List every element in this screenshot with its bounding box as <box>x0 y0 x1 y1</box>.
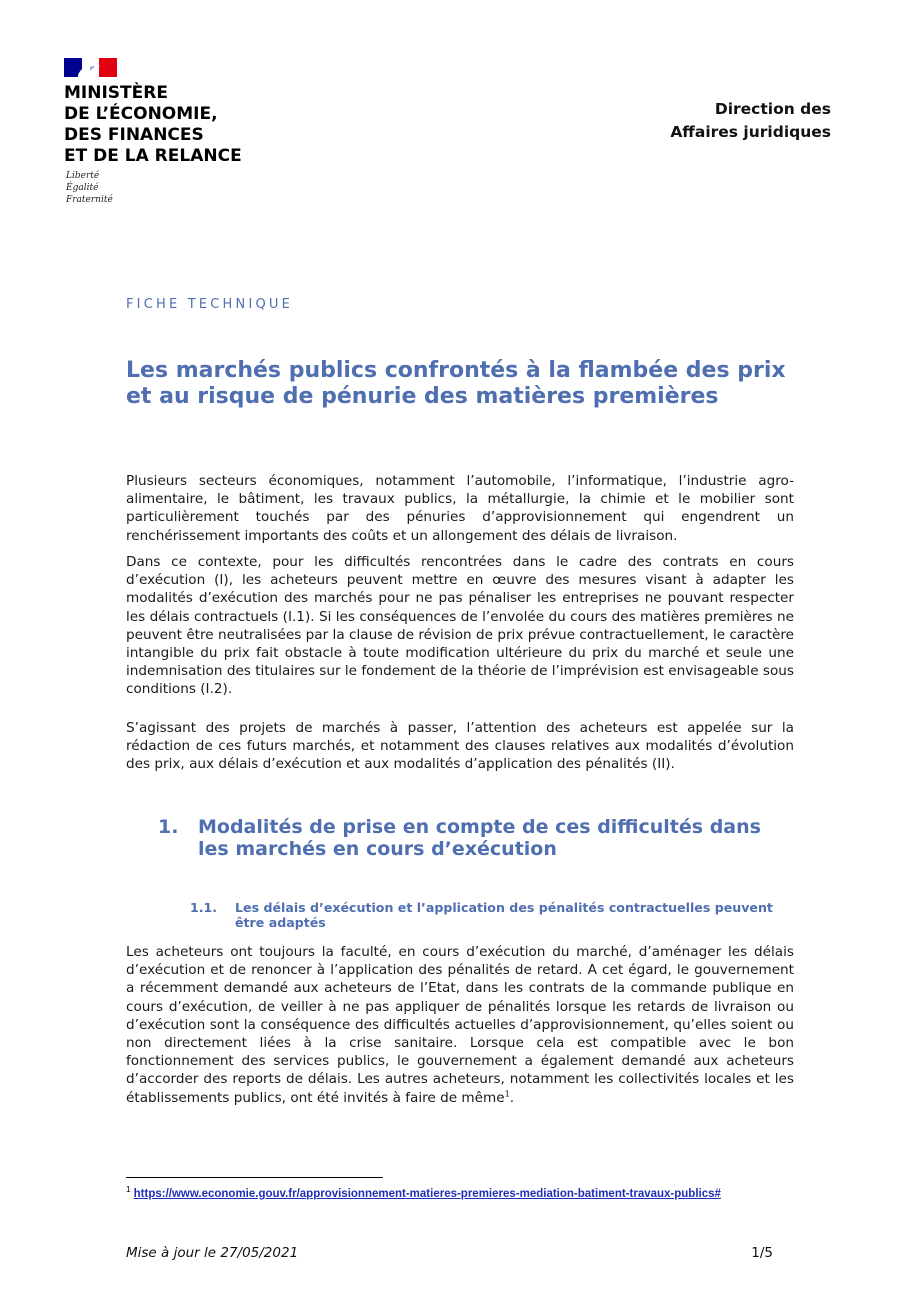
document-title: Les marchés publics confrontés à la flambée des prix et au risque de pénurie des matières premières <box>126 358 786 409</box>
ministry-name <box>64 83 324 167</box>
motto-line: Liberté <box>66 171 100 181</box>
body-paragraph-text: Les acheteurs ont toujours la faculté, en cours d’exécution du marché, d’aménager les délais d’exécution et de renoncer à l’application des pénalités de retard. A cet égard, le gouvernement a récemment demandé aux acheteurs de l’Etat, dans les contrats de la commande publique en cours d’exécution, de veiller à ne pas appliquer de pénalités lorsque les retards de livraison ou d’exécution sont la conséquence des difficultés actuelles d’approvisionnement, qu’elles soient ou non directement liées à la crise sanitaire. Lorsque cela est compatible avec le bon fonctionnement des services publics, le gouvernement a également demandé aux acheteurs d’accorder des reports de délais. Les autres acheteurs, notamment les collectivités locales et les établissements publics, ont été invités à faire de même <box>126 944 794 1106</box>
footnote <box>126 1187 806 1201</box>
section-heading <box>158 816 798 860</box>
subsection-title: Les délais d’exécution et l’application des pénalités contractuelles peuvent être adaptés <box>235 900 773 930</box>
section-number: 1. <box>158 816 179 838</box>
direction-line: Affaires juridiques <box>670 123 831 141</box>
intro-paragraph: S’agissant des projets de marchés à passer, l’attention des acheteurs est appelée sur la rédaction de ces futurs marchés, et notamment des clauses relatives aux modalités d’évolution des prix, aux délais d’exécution et aux modalités d’application des pénalités (II). <box>126 720 794 773</box>
footnote-link[interactable]: https://www.economie.gouv.fr/approvisionnement-matieres-premieres-mediation-batiment-travaux-publics# <box>133 1188 721 1200</box>
issuing-direction <box>670 98 831 144</box>
marianne-flag-logo <box>64 58 117 77</box>
intro-paragraph: Dans ce contexte, pour les difficultés rencontrées dans le cadre des contrats en cours d’exécution (I), les acheteurs peuvent mettre en œuvre des mesures visant à adapter les modalités d’exécution des marchés pour ne pas pénaliser les entreprises ne pouvant respecter les délais contractuels (I.1). Si les conséquences de l’envolée du cours des matières premières ne peuvent être neutralisées par la clause de révision de prix prévue contractuellement, le caractère intangible du prix fait obstacle à toute modification ultérieure du prix du marché et seule une indemnisation des titulaires sur le fondement de la théorie de l’imprévision est envisageable sous conditions (I.2). <box>126 554 794 698</box>
page-number: 1/5 <box>751 1245 773 1261</box>
subsection-heading <box>190 900 798 930</box>
update-date: Mise à jour le 27/05/2021 <box>126 1245 299 1261</box>
section-title: Modalités de prise en compte de ces difficultés dans les marchés en cours d’exécution <box>198 816 761 860</box>
ministry-line: MINISTÈRE <box>64 83 168 103</box>
ministry-line: DE L’ÉCONOMIE, <box>64 104 218 124</box>
footnote-reference[interactable]: 1 <box>504 1089 510 1099</box>
subsection-number: 1.1. <box>190 900 218 915</box>
motto-line: Fraternité <box>66 195 113 205</box>
ministry-line: DES FINANCES <box>64 125 204 145</box>
footnote-number: 1 <box>126 1185 131 1195</box>
republic-motto <box>66 170 146 206</box>
ministry-line: ET DE LA RELANCE <box>64 146 242 166</box>
body-paragraph: Les acheteurs ont toujours la faculté, en cours d’exécution du marché, d’aménager les délais d’exécution et de renoncer à l’application des pénalités de retard. A cet égard, le gouvernement a récemment demandé aux acheteurs de l’Etat, dans les contrats de la commande publique en cours d’exécution, de veiller à ne pas appliquer de pénalités lorsque les retards de livraison ou d’exécution sont la conséquence des difficultés actuelles d’approvisionnement, qu’elles soient ou non directement liées à la crise sanitaire. Lorsque cela est compatible avec le bon fonctionnement des services publics, le gouvernement a également demandé aux acheteurs d’accorder des reports de délais. Les autres acheteurs, notamment les collectivités locales et les établissements publics, ont été invités à faire de même$^1$. <box>126 944 794 1106</box>
motto-line: Égalité <box>66 183 99 193</box>
direction-line: Direction des <box>714 100 831 118</box>
document-type-label: FICHE TECHNIQUE <box>126 297 294 312</box>
intro-paragraph: Plusieurs secteurs économiques, notamment l’automobile, l’informatique, l’industrie agro-alimentaire, le bâtiment, les travaux publics, la métallurgie, la chimie et le mobilier sont particulièrement touchés par des pénuries d’approvisionnement qui engendrent un renchérissement importants des coûts et un allongement des délais de livraison. <box>126 473 794 544</box>
footnote-divider <box>126 1177 383 1178</box>
